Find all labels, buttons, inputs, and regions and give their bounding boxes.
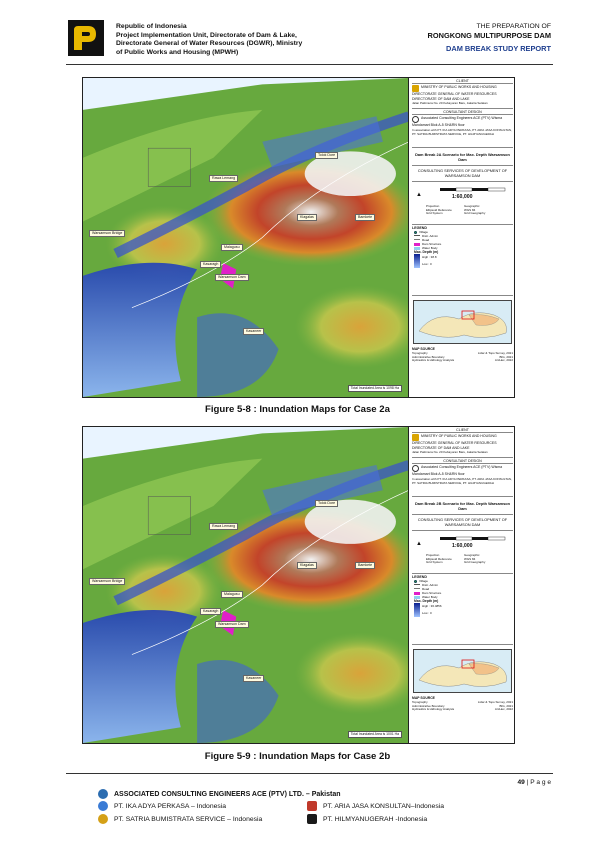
scale-section — [412, 532, 513, 574]
map-label-rawa: Rawa Lemang — [209, 523, 238, 530]
proj-value-2: WGS 84 — [464, 556, 476, 561]
ika-logo-icon — [98, 801, 108, 811]
map-label-malagusu: Malagusu — [221, 591, 243, 598]
client-address: Jalan Pattimura No. 20 Kebayoran Baru, Jakarta Selatan — [412, 100, 488, 105]
consultant-heading: CONSULTANT DESIGN — [412, 459, 513, 464]
proj-value-2: WGS 84 — [464, 207, 476, 212]
org-line1: Republic of Indonesia — [116, 23, 187, 30]
page-label: | P a g e — [526, 779, 551, 786]
legend-water: Water Body — [422, 595, 438, 600]
legend-admin: Distr. Admin — [422, 583, 439, 588]
footer-divider — [66, 773, 553, 774]
proj-value-3: Grid Geography — [464, 560, 486, 565]
services-section — [412, 167, 513, 182]
location-inset-map — [413, 649, 512, 693]
figure-caption-2b: Figure 5-9 : Inundation Maps for Case 2b — [204, 751, 391, 762]
map-canvas — [83, 427, 409, 743]
proj-value-1: Geographic — [464, 204, 480, 208]
proj-label-3: Grid System — [426, 211, 443, 216]
legend-road: Road — [422, 587, 430, 592]
source-value-3: ArcHec, 2022 — [494, 358, 513, 363]
client-heading: CLIENT — [412, 428, 513, 433]
legend-dam: Dam Structure — [422, 591, 442, 596]
map-scale: 1:60,000 — [452, 543, 473, 549]
map-label-tolo: Tolok Dore — [315, 500, 338, 507]
north-arrow-icon: ▲ — [416, 192, 422, 198]
client-logo-icon — [412, 85, 419, 92]
consultant-jv: In association with PT. IKA ADYA PERKASA, PT. ARIA JASA KONSULTAN, PT. SATRIA BUMISTRATA SERVICE, PT. HILMYANUGERAH — [412, 476, 512, 485]
footer-jv4: PT. HILMYANUGERAH -Indonesia — [323, 816, 428, 823]
inundated-area-note: Total Inundated Area is 1098 Ha — [348, 385, 402, 392]
map-label-warsamson-dam: Warsamson Dam — [215, 274, 249, 281]
proj-label-1: Projection — [426, 553, 440, 557]
org-line2: Project Implementation Unit, Directorate of Dam & Lake, Directorate General of Water Resources (DGWR), Ministry of Public Works and Housing (MPWH) — [116, 31, 303, 56]
consultant-logo-icon — [412, 465, 419, 472]
aria-logo-icon — [307, 801, 317, 811]
map-source-heading: MAP SOURCE — [412, 347, 435, 351]
panel-title: Dam Break 2B Scenario for Max. Depth Warsamson Dam — [415, 501, 510, 511]
map-label-kasaneer: Kasaneer — [243, 328, 264, 335]
page-number-value: 49 — [517, 779, 525, 786]
page-header — [0, 0, 595, 70]
map-label-kasaneer: Kasaneer — [243, 675, 264, 682]
map-label-rawa: Rawa Lemang — [209, 175, 238, 182]
consulting-services: CONSULTING SERVICES OF DEVELOPMENT OF WARSAMSON DAM — [417, 168, 508, 178]
map-source-section — [412, 697, 513, 737]
legend-road: Road — [422, 238, 430, 243]
panel-title-section — [412, 150, 513, 166]
scale-bar-icon — [440, 187, 506, 192]
consultant-section — [412, 110, 513, 148]
source-value-3: ArcHec, 2022 — [494, 707, 513, 712]
inundation-map-2a — [82, 77, 515, 398]
source-value-1: Lidar & Topo Survey, 2021 — [477, 350, 513, 355]
map-label-tolo: Tolok Dore — [315, 152, 338, 159]
client-address: Jalan Pattimura No. 20 Kebayoran Baru, Jakarta Selatan — [412, 449, 488, 454]
map-label-klagalas: Klagalas — [297, 562, 317, 569]
map-source-section — [412, 348, 513, 388]
satria-logo-icon — [98, 814, 108, 824]
scale-section — [412, 183, 513, 225]
terrain-raster — [83, 78, 409, 397]
legend-section — [412, 226, 513, 296]
footer-jv1: PT. IKA ADYA PERKASA – Indonesia — [114, 803, 227, 810]
header-divider — [66, 64, 553, 65]
source-label-2: Administrative Boundary — [412, 354, 445, 359]
proj-label-2: Ellipsoid Reference — [426, 556, 452, 561]
consultant-logo-icon — [412, 116, 419, 123]
consultant-section — [412, 459, 513, 497]
map-label-warsamson-bridge: Warsamson Bridge — [89, 230, 125, 237]
map-label-malagusu: Malagusu — [221, 244, 243, 251]
proj-value-1: Geographic — [464, 553, 480, 557]
source-value-2: BIG, 2021 — [499, 354, 513, 359]
map-label-klagalas: Klagalas — [297, 214, 317, 221]
map-info-panel — [410, 78, 515, 397]
legend-water: Water Body — [422, 246, 438, 251]
source-label-2: Administrative Boundary — [412, 703, 445, 708]
source-label-3: Hydraulics & Hidrology Analysis — [412, 358, 455, 363]
org-block — [116, 23, 306, 57]
hilmya-logo-icon — [307, 814, 317, 824]
client-text: MINISTRY OF PUBLIC WORKS AND HOUSING DIRECTORATE GENERAL OF WATER RESOURCES DIRECTORATE OF DAM AND LAKE — [412, 434, 497, 450]
services-section — [412, 516, 513, 531]
title-line1: THE PREPARATION OF — [476, 23, 551, 30]
proj-label-1: Projection — [426, 204, 440, 208]
map-scale: 1:60,000 — [452, 194, 473, 200]
footer-main-consultant: ASSOCIATED CONSULTING ENGINEERS ACE (PTV) LTD. – Pakistan — [114, 791, 341, 798]
figure-caption-2a: Figure 5-8 : Inundation Maps for Case 2a — [205, 404, 390, 415]
panel-title-section — [412, 499, 513, 515]
legend-village: Village — [419, 230, 428, 235]
map-label-bamkete: Bamkete — [355, 562, 375, 569]
client-text: MINISTRY OF PUBLIC WORKS AND HOUSING DIRECTORATE GENERAL OF WATER RESOURCES DIRECTORATE OF DAM AND LAKE — [412, 85, 497, 101]
map-label-bamkete: Bamkete — [355, 214, 375, 221]
legend-village: Village — [419, 579, 428, 584]
consultant-text: Associated Consulting Engineers ACE (PTV) Wisma Mandamart Blok A-5 SH&RN floor — [412, 116, 503, 128]
legend-section — [412, 575, 513, 645]
depth-gradient-icon — [414, 254, 420, 268]
source-value-2: BIG, 2021 — [499, 703, 513, 708]
map-info-panel — [410, 427, 515, 743]
legend-depth-low: Low : 0 — [422, 611, 432, 616]
proj-value-3: Grid Geography — [464, 211, 486, 216]
consultant-text: Associated Consulting Engineers ACE (PTV) Wisma Mandamart Blok A-5 SH&RN floor — [412, 465, 503, 477]
map-source-heading: MAP SOURCE — [412, 696, 435, 700]
panel-title: Dam Break 2A Scenario for Max. Depth Warsamson Dam — [415, 152, 510, 162]
legend-depth-high: High : 36.4856 — [422, 604, 442, 609]
source-label-1: Topography — [412, 350, 428, 355]
legend-heading: LEGEND — [412, 226, 427, 230]
source-value-1: Lidar & Topo Survey, 2021 — [477, 699, 513, 704]
legend-depth-heading: Max. Depth (m) — [414, 599, 439, 604]
footer-jv3: PT. SATRIA BUMISTRATA SERVICE – Indonesia — [114, 816, 263, 823]
report-name: DAM BREAK STUDY REPORT — [446, 44, 551, 54]
legend-heading: LEGEND — [412, 575, 427, 579]
proj-label-2: Ellipsoid Reference — [426, 207, 452, 212]
map-label-warsamson-dam: Warsamson Dam — [215, 621, 249, 628]
inundated-area-note: Total Inundated Area is 1001 Ha — [348, 731, 402, 738]
client-section — [412, 79, 513, 109]
pu-logo — [68, 20, 104, 56]
north-arrow-icon: ▲ — [416, 541, 422, 547]
page-number — [517, 779, 551, 786]
legend-depth-heading: Max. Depth (m) — [414, 250, 439, 255]
map-label-warsamson-bridge: Warsamson Bridge — [89, 578, 125, 585]
consultant-jv: In association with PT. IKA ADYA PERKASA, PT. ARIA JASA KONSULTAN, PT. SATRIA BUMISTRATA SERVICE, PT. HILMYANUGERAH — [412, 127, 512, 136]
client-logo-icon — [412, 434, 419, 441]
inundation-map-2b — [82, 426, 515, 744]
legend-dam: Dam Structure — [422, 242, 442, 247]
map-canvas — [83, 78, 409, 397]
map-label-kasaragh: Kasaragh — [200, 608, 221, 615]
legend-depth-high: High : 38.8 — [422, 255, 437, 260]
source-label-3: Hydraulics & Hidrology Analysis — [412, 707, 455, 712]
map-label-kasaragh: Kasaragh — [200, 261, 221, 268]
terrain-raster — [83, 427, 409, 743]
legend-depth-low: Low : 0 — [422, 262, 432, 267]
title-block — [428, 23, 551, 54]
consultant-heading: CONSULTANT DESIGN — [412, 110, 513, 115]
client-section — [412, 428, 513, 458]
client-heading: CLIENT — [412, 79, 513, 84]
location-inset-map — [413, 300, 512, 344]
ace-logo-icon — [98, 789, 108, 799]
title-line2: RONGKONG MULTIPURPOSE DAM — [427, 30, 551, 40]
footer-jv2: PT. ARIA JASA KONSULTAN–Indonesia — [323, 803, 445, 810]
consulting-services: CONSULTING SERVICES OF DEVELOPMENT OF WARSAMSON DAM — [417, 517, 508, 527]
depth-gradient-icon — [414, 603, 420, 617]
source-label-1: Topography — [412, 699, 428, 704]
scale-bar-icon — [440, 536, 506, 541]
legend-admin: Distr. Admin — [422, 234, 439, 239]
proj-label-3: Grid System — [426, 560, 443, 565]
